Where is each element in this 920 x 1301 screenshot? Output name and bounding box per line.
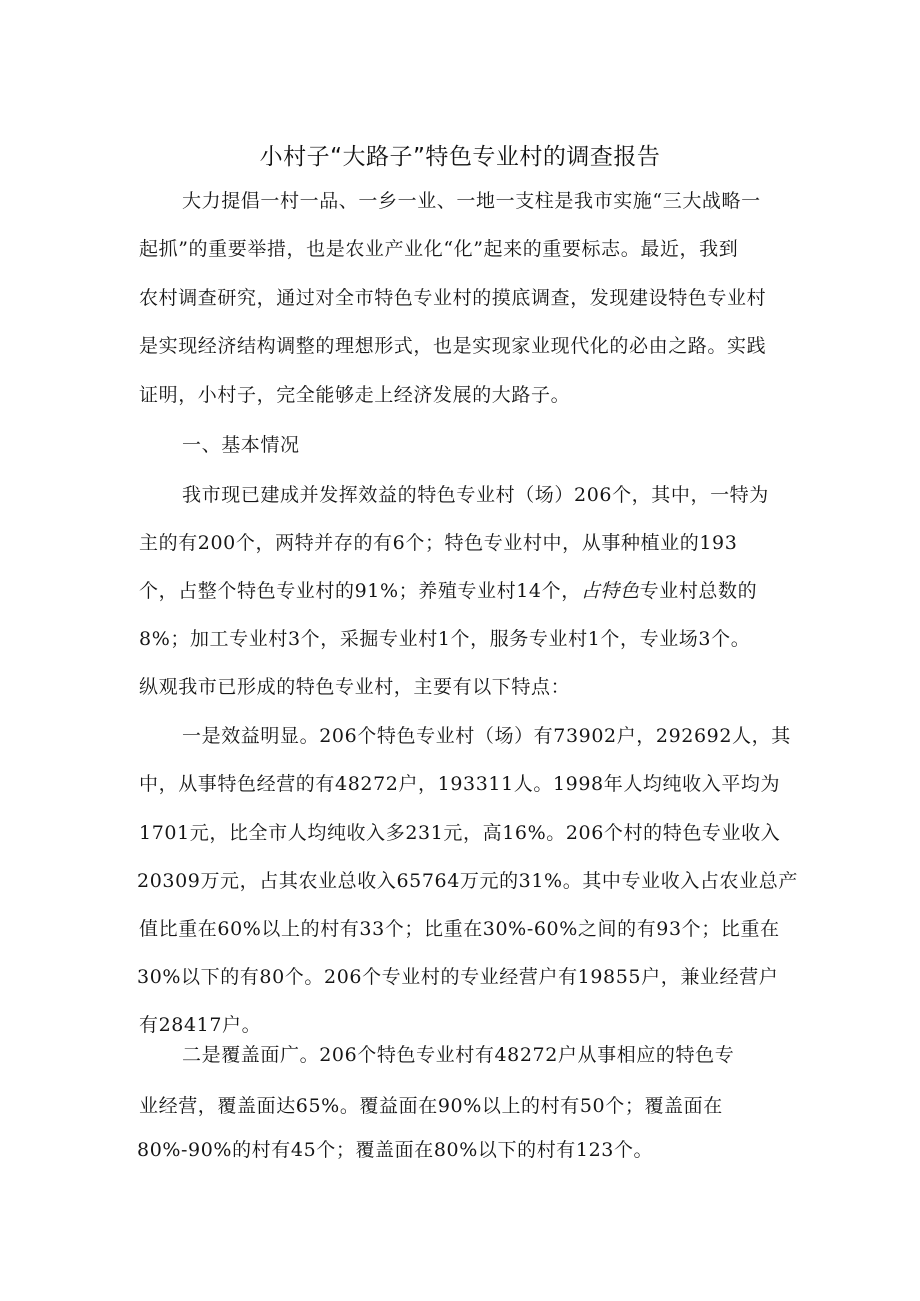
paragraph-line: 30%以下的有80个。206个专业村的专业经营户有19855户，兼业经营户: [137, 966, 779, 988]
paragraph-line: 我市现已建成并发挥效益的特色专业村（场）206个，其中，一特为: [182, 484, 769, 506]
paragraph-line: 1701元，比全市人均纯收入多231元，高16%。206个村的特色专业收入: [139, 822, 781, 844]
paragraph-line: 值比重在60%以上的村有33个；比重在30%-60%之间的有93个；比重在: [139, 918, 780, 940]
paragraph-line: 证明，小村子，完全能够走上经济发展的大路子。: [139, 384, 571, 406]
paragraph-line: 主的有200个，两特并存的有6个；特色专业村中，从事种植业的193: [139, 532, 738, 554]
paragraph-line: 业经营，覆盖面达65%。覆益面在90%以上的村有50个；覆盖面在: [139, 1095, 723, 1117]
paragraph-line: 有28417户。: [139, 1014, 262, 1036]
paragraph-line: 二是覆盖面广。206个特色专业村有48272户从事相应的特色专: [182, 1044, 735, 1066]
paragraph-line: 大力提倡一村一品、一乡一业、一地一支柱是我市实施“三大战略一: [182, 190, 761, 212]
section-heading: 一、基本情况: [182, 434, 300, 456]
paragraph-line: 农村调查研究，通过对全市特色专业村的摸底调查，发现建设特色专业村: [139, 287, 767, 309]
italic-segment: 占特色: [580, 580, 640, 602]
paragraph-line: 中，从事特色经营的有48272户，193311人。1998年人均纯收入平均为: [139, 773, 781, 795]
line-segment: 个，占整个特色专业村的91%；养殖专业村14个，: [139, 580, 581, 602]
paragraph-line: 是实现经济结构调整的理想形式，也是实现家业现代化的必由之路。实践: [139, 335, 767, 357]
paragraph-line: 8%；加工专业村3个，采掘专业村1个，服务专业村1个，专业场3个。: [139, 628, 751, 650]
paragraph-line: 一是效益明显。206个特色专业村（场）有73902户，292692人，其: [182, 725, 791, 747]
paragraph-line: 纵观我市已形成的特色专业村，主要有以下特点：: [139, 676, 571, 698]
paragraph-line: 起抓”的重要举措，也是农业产业化“化”起来的重要标志。最近，我到: [139, 238, 739, 260]
line-segment: 专业村总数的: [639, 580, 758, 602]
paragraph-line: 20309万元，占其农业总收入65764万元的31%。其中专业收入占农业总产: [137, 870, 798, 892]
document-title: 小村子“大路子”特色专业村的调查报告: [259, 144, 661, 170]
paragraph-line: 80%-90%的村有45个；覆盖面在80%以下的村有123个。: [137, 1139, 654, 1161]
paragraph-line: [139, 576, 757, 606]
